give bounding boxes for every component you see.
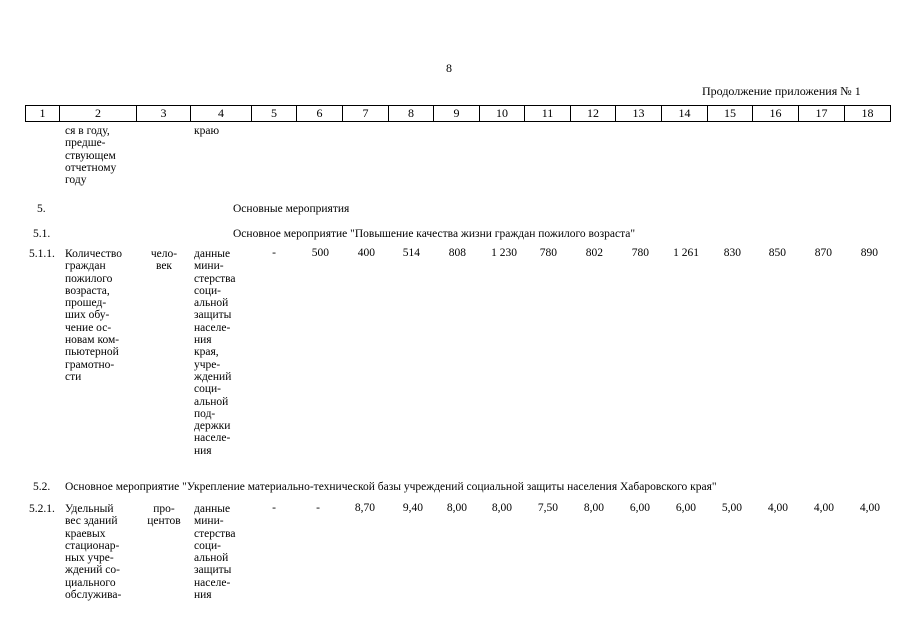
page-number: 8 <box>446 61 452 75</box>
section-number: 5. <box>37 203 46 215</box>
section-title: Основные мероприятия <box>233 203 350 215</box>
header-cell: 8 <box>389 106 434 121</box>
continued-indicator-name: ся в году, предше- ствующем отчетному году <box>65 125 117 187</box>
value-cell: 5,00 <box>721 502 742 514</box>
value-cell: 802 <box>585 247 603 259</box>
header-cell: 11 <box>525 106 571 121</box>
indicator-name: Удельный вес зданий краевых стационар- ных учре- ждений со- циального обслужива- <box>65 503 122 602</box>
header-cell: 9 <box>434 106 480 121</box>
value-cell: 8,70 <box>354 502 375 514</box>
header-cell: 1 <box>26 106 60 121</box>
value-cell: 830 <box>723 247 741 259</box>
section-number: 5.2. <box>33 481 51 493</box>
header-cell: 6 <box>297 106 343 121</box>
value-cell: 808 <box>448 247 466 259</box>
value-cell: 780 <box>539 247 557 259</box>
value-cell: 1 261 <box>673 247 699 259</box>
header-cell: 5 <box>252 106 297 121</box>
value-cell: 890 <box>860 247 878 259</box>
value-cell: 870 <box>814 247 832 259</box>
continuation-label: Продолжение приложения № 1 <box>702 84 861 98</box>
data-source: данные мини- стерства соци- альной защиты населе- ния <box>194 503 236 602</box>
column-header-row <box>25 105 891 122</box>
header-cell: 15 <box>708 106 753 121</box>
section-title: Основное мероприятие "Повышение качества жизни граждан пожилого возраста" <box>233 228 636 240</box>
section-number: 5.1. <box>33 228 51 240</box>
data-source: данные мини- стерства соци- альной защиты населе- ния края, учре- ждений соци- альной под- держки населе- ния <box>194 248 236 457</box>
value-cell: 4,00 <box>813 502 834 514</box>
value-cell: 9,40 <box>402 502 423 514</box>
value-cell: 8,00 <box>491 502 512 514</box>
header-cell: 16 <box>753 106 799 121</box>
continued-source: краю <box>194 125 220 137</box>
header-cell: 7 <box>343 106 389 121</box>
unit: про- центов <box>147 503 181 528</box>
header-cell: 14 <box>662 106 708 121</box>
value-cell: 850 <box>768 247 786 259</box>
header-cell: 18 <box>861 106 874 120</box>
value-cell: 400 <box>357 247 375 259</box>
section-title: Основное мероприятие "Укрепление материально-технической базы учреждений социальной защиты населения Хабаровского края" <box>65 481 717 493</box>
indicator-name: Количество граждан пожилого возраста, прошед- ших обу- чение ос- новам ком- пьютерной грамотно- сти <box>65 248 122 383</box>
header-cell: 2 <box>60 106 137 121</box>
header-cell: 3 <box>137 106 191 121</box>
value-cell: 500 <box>311 247 329 259</box>
value-cell: 7,50 <box>537 502 558 514</box>
row-number: 5.2.1. <box>29 503 55 515</box>
header-cell: 4 <box>191 106 252 121</box>
header-cell: 13 <box>616 106 662 121</box>
row-number: 5.1.1. <box>29 248 55 260</box>
value-cell: 4,00 <box>767 502 788 514</box>
value-cell: 1 230 <box>491 247 517 259</box>
unit: чело- век <box>150 248 178 273</box>
value-cell: - <box>272 247 276 259</box>
value-cell: 4,00 <box>859 502 880 514</box>
value-cell: 6,00 <box>629 502 650 514</box>
value-cell: 514 <box>402 247 420 259</box>
value-cell: - <box>272 502 276 514</box>
value-cell: - <box>316 502 320 514</box>
header-cell: 10 <box>480 106 525 121</box>
header-cell: 17 <box>799 106 845 121</box>
header-cell: 12 <box>571 106 616 121</box>
value-cell: 780 <box>631 247 649 259</box>
value-cell: 8,00 <box>446 502 467 514</box>
value-cell: 8,00 <box>583 502 604 514</box>
value-cell: 6,00 <box>675 502 696 514</box>
